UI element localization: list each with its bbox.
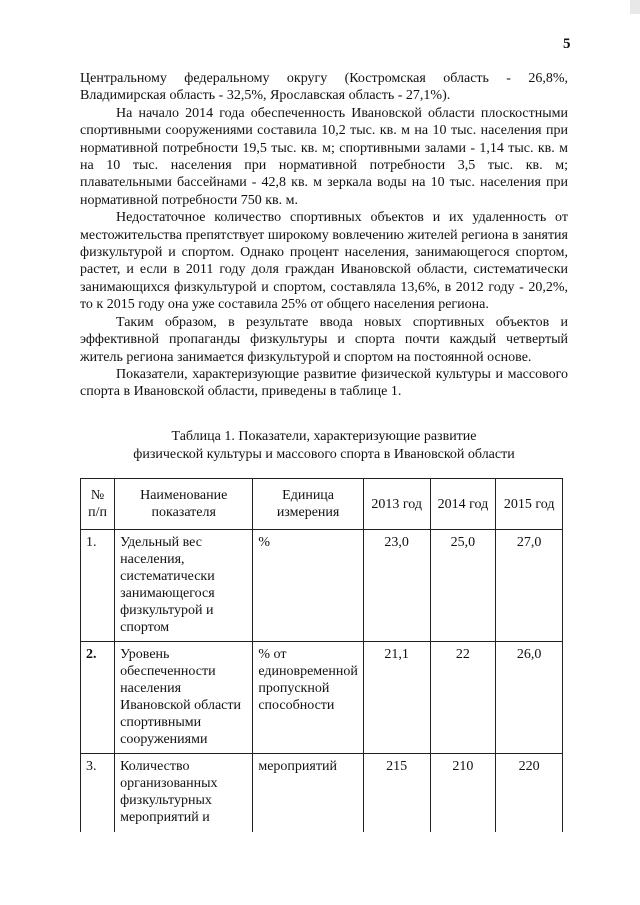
- indicators-table: [80, 478, 563, 832]
- row-num: 1.: [81, 530, 115, 642]
- paragraph-5: Показатели, характеризующие развитие физической культуры и массового спорта в Ивановской области, приведены в таблице 1.: [80, 366, 568, 400]
- paragraph-1: Центральному федеральному округу (Костромская область - 26,8%, Владимирская область - 32,5%, Ярославская область - 27,1%).: [80, 71, 568, 104]
- paragraph-2: На начало 2014 года обеспеченность Ивановской области плоскостными спортивными сооружениями составила 10,2 тыс. кв. м на 10 тыс. населения при нормативной потребности 19,5 тыс. кв. м; спортивными залами - 1,14 тыс. кв. м на 10 тыс. населения при нормативной потребности 3,5 тыс. кв. м; плавательными бассейнами - 42,8 кв. м зеркала воды на 10 тыс. населения при нормативной потребности 750 кв. м.: [80, 105, 568, 208]
- row-value-2015: 220: [496, 754, 563, 833]
- row-value-2014: 22: [430, 642, 496, 754]
- row-value-2013: 23,0: [363, 530, 430, 642]
- header-name: Наименование показателя: [115, 479, 253, 530]
- row-name: Количество организованных физкультурных мероприятий и: [115, 754, 253, 833]
- row-num: 2.: [81, 642, 115, 754]
- header-2013: 2013 год: [363, 479, 430, 530]
- row-unit: мероприятий: [253, 754, 364, 833]
- table-caption: [80, 428, 568, 464]
- table-row: [81, 642, 563, 754]
- row-value-2015: 27,0: [496, 530, 563, 642]
- paragraph-4: Таким образом, в результате ввода новых спортивных объектов и эффективной пропаганды физкультуры и спорта почти каждый четвертый житель региона занимается физкультурой и спортом на постоянной основе.: [80, 314, 568, 365]
- header-2015: 2015 год: [496, 479, 563, 530]
- paragraph-3: Недостаточное количество спортивных объектов и их удаленность от местожительства препятствует широкому вовлечению жителей региона в занятия физкультурой и спортом. Однако процент населения, занимающегося спортом, растет, и если в 2011 году доля граждан Ивановской области, систематически занимающихся физкультурой и спортом, составляла 13,6%, в 2012 году - 20,2%, то к 2015 году она уже составила 25% от общего населения региона.: [80, 210, 568, 313]
- table-caption-line-1: Таблица 1. Показатели, характеризующие развитие: [171, 429, 477, 444]
- row-value-2013: 215: [363, 754, 430, 833]
- body-text: [80, 70, 568, 401]
- row-name: Уровень обеспеченности населения Ивановской области спортивными сооружениями: [115, 642, 253, 754]
- table-header-row: [81, 479, 563, 530]
- table-row: [81, 754, 563, 833]
- row-name: Удельный вес населения, систематически занимающегося физкультурой и спортом: [115, 530, 253, 642]
- header-unit: Единица измерения: [253, 479, 364, 530]
- row-value-2013: 21,1: [363, 642, 430, 754]
- table-caption-line-2: физической культуры и массового спорта в Ивановской области: [133, 447, 515, 462]
- row-value-2014: 210: [430, 754, 496, 833]
- page-number: 5: [563, 36, 571, 52]
- row-num: 3.: [81, 754, 115, 833]
- row-unit: % от единовременной пропускной способности: [253, 642, 364, 754]
- scan-corner-mark: [630, 0, 640, 14]
- row-unit: %: [253, 530, 364, 642]
- header-num: № п/п: [81, 479, 115, 530]
- row-value-2014: 25,0: [430, 530, 496, 642]
- table-row: [81, 530, 563, 642]
- row-value-2015: 26,0: [496, 642, 563, 754]
- header-2014: 2014 год: [430, 479, 496, 530]
